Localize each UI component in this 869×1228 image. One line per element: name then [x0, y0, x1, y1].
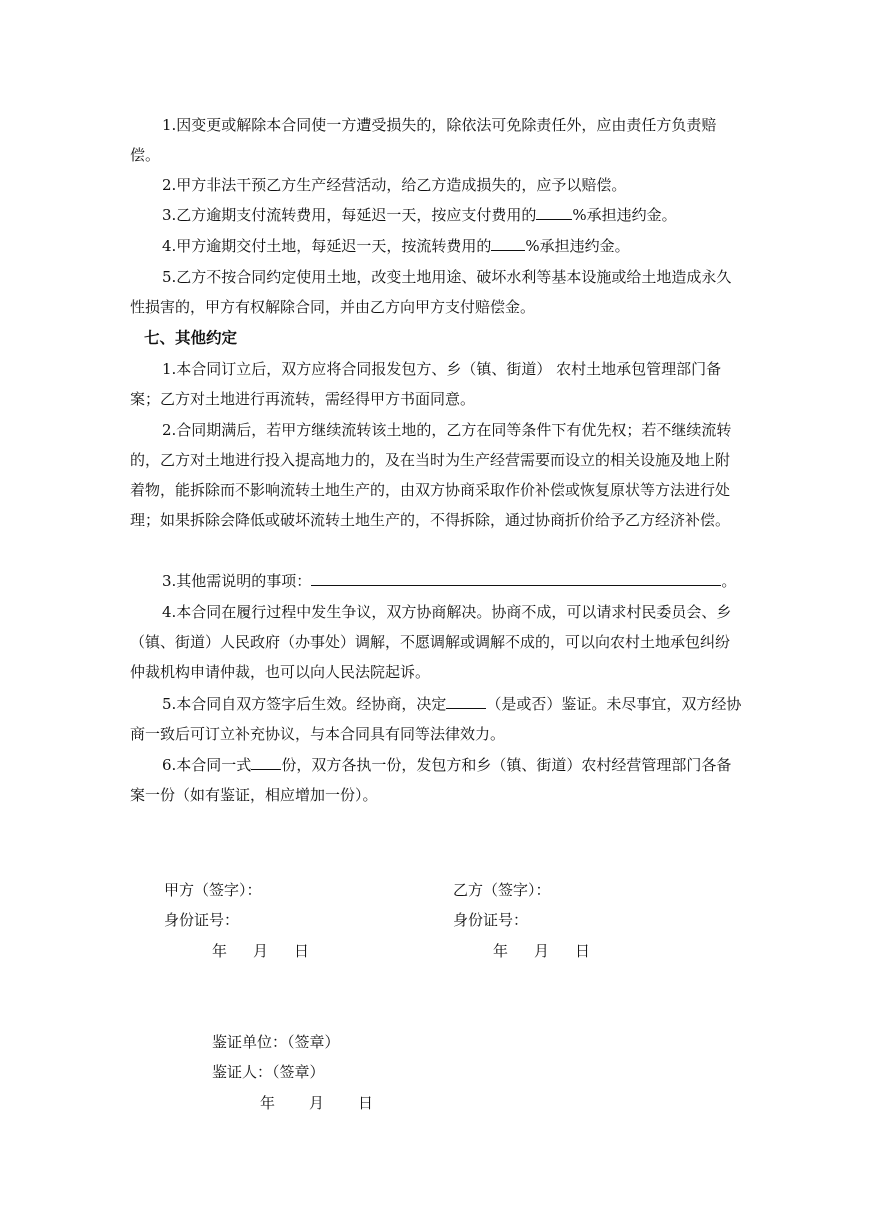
clause-7-1: 1.本合同订立后，双方应将合同报发包方、乡（镇、街道） 农村土地承包管理部门备案；乙方对土地进行再流转，需经得甲方书面同意。 — [130, 360, 722, 408]
month-label: 月 — [253, 942, 269, 960]
other-matters-blank — [311, 568, 721, 586]
clause-6-3-text: 3.乙方逾期支付流转费用，每延迟一天，按应支付费用的 — [162, 206, 537, 224]
year-label: 年 — [260, 1094, 276, 1112]
clause-6-5: 5.乙方不按合同约定使用土地，改变土地用途、破坏水利等基本设施或给土地造成永久性损害的，甲方有权解除合同，并由乙方向甲方支付赔偿金。 — [130, 268, 732, 316]
clause-7-5 — [130, 689, 742, 749]
clause-7-5-text: 5.本合同自双方签字后生效。经协商，决定 — [162, 695, 447, 713]
month-label: 月 — [309, 1094, 325, 1112]
party-a-date — [212, 936, 309, 966]
clause-7-6-rest: 份，双方各执一份，发包方和乡（镇、街道）农村经营管理部门各备案一份（如有鉴证，相应增加一份）。 — [130, 756, 732, 804]
clause-6-4 — [130, 231, 742, 261]
clause-7-3-text: 3.其他需说明的事项： — [162, 572, 312, 590]
penalty-rate-blank — [491, 233, 525, 251]
copies-count-blank — [251, 752, 281, 770]
clause-6-4-text: 4.甲方逾期交付土地，每延迟一天，按流转费用的 — [162, 237, 492, 255]
clause-7-2: 2.合同期满后，若甲方继续流转该土地的，乙方在同等条件下有优先权；若不继续流转的，乙方对土地进行投入提高地力的，及在当时为生产经营需要而设立的相关设施及地上附着物，能拆除而不影响流转土地生产的，由双方协商采取作价补偿或恢复原状等方法进行处理；如果拆除会降低或破坏流转土地生产的，不得拆除，通过协商折价给予乙方经济补偿。 — [130, 421, 732, 529]
party-b-id-number: 身份证号： — [453, 911, 529, 929]
day-label: 日 — [358, 1094, 374, 1112]
clause-7-6-text: 6.本合同一式 — [162, 756, 252, 774]
clause-6-3-suffix: %承担违约金。 — [572, 206, 677, 224]
section-heading: 七、其他约定 — [144, 328, 238, 347]
day-label: 日 — [575, 942, 591, 960]
verification-unit: 鉴证单位：（签章） — [212, 1033, 340, 1051]
clause-6-3 — [130, 200, 742, 230]
day-label: 日 — [294, 942, 310, 960]
clause-7-3 — [130, 566, 742, 596]
verification-date — [260, 1088, 373, 1118]
year-label: 年 — [493, 942, 509, 960]
party-a-signature: 甲方（签字）： — [164, 881, 262, 899]
year-label: 年 — [212, 942, 228, 960]
party-b-date — [493, 936, 590, 966]
month-label: 月 — [534, 942, 550, 960]
party-a-id-number: 身份证号： — [164, 911, 240, 929]
verification-choice-blank — [446, 691, 486, 709]
clause-7-5-rest: （是或否）鉴证。未尽事宜，双方经协商一致后可订立补充协议，与本合同具有同等法律效力。 — [130, 695, 742, 743]
clause-6-4-suffix: %承担违约金。 — [525, 237, 630, 255]
clause-7-6 — [130, 750, 742, 810]
verifier: 鉴证人：（签章） — [212, 1063, 325, 1081]
clause-6-1: 1.因变更或解除本合同使一方遭受损失的，除依法可免除责任外，应由责任方负责赔偿。 — [130, 116, 717, 164]
party-b-signature: 乙方（签字）： — [453, 881, 551, 899]
clause-6-2: 2.甲方非法干预乙方生产经营活动，给乙方造成损失的，应予以赔偿。 — [162, 176, 627, 194]
penalty-rate-blank — [536, 202, 572, 220]
clause-7-3-end: 。 — [721, 572, 737, 590]
clause-7-4: 4.本合同在履行过程中发生争议，双方协商解决。协商不成，可以请求村民委员会、乡（镇、街道）人民政府（办事处）调解，不愿调解或调解不成的，可以向农村土地承包纠纷仲裁机构申请仲裁，也可以向人民法院起诉。 — [130, 603, 732, 681]
